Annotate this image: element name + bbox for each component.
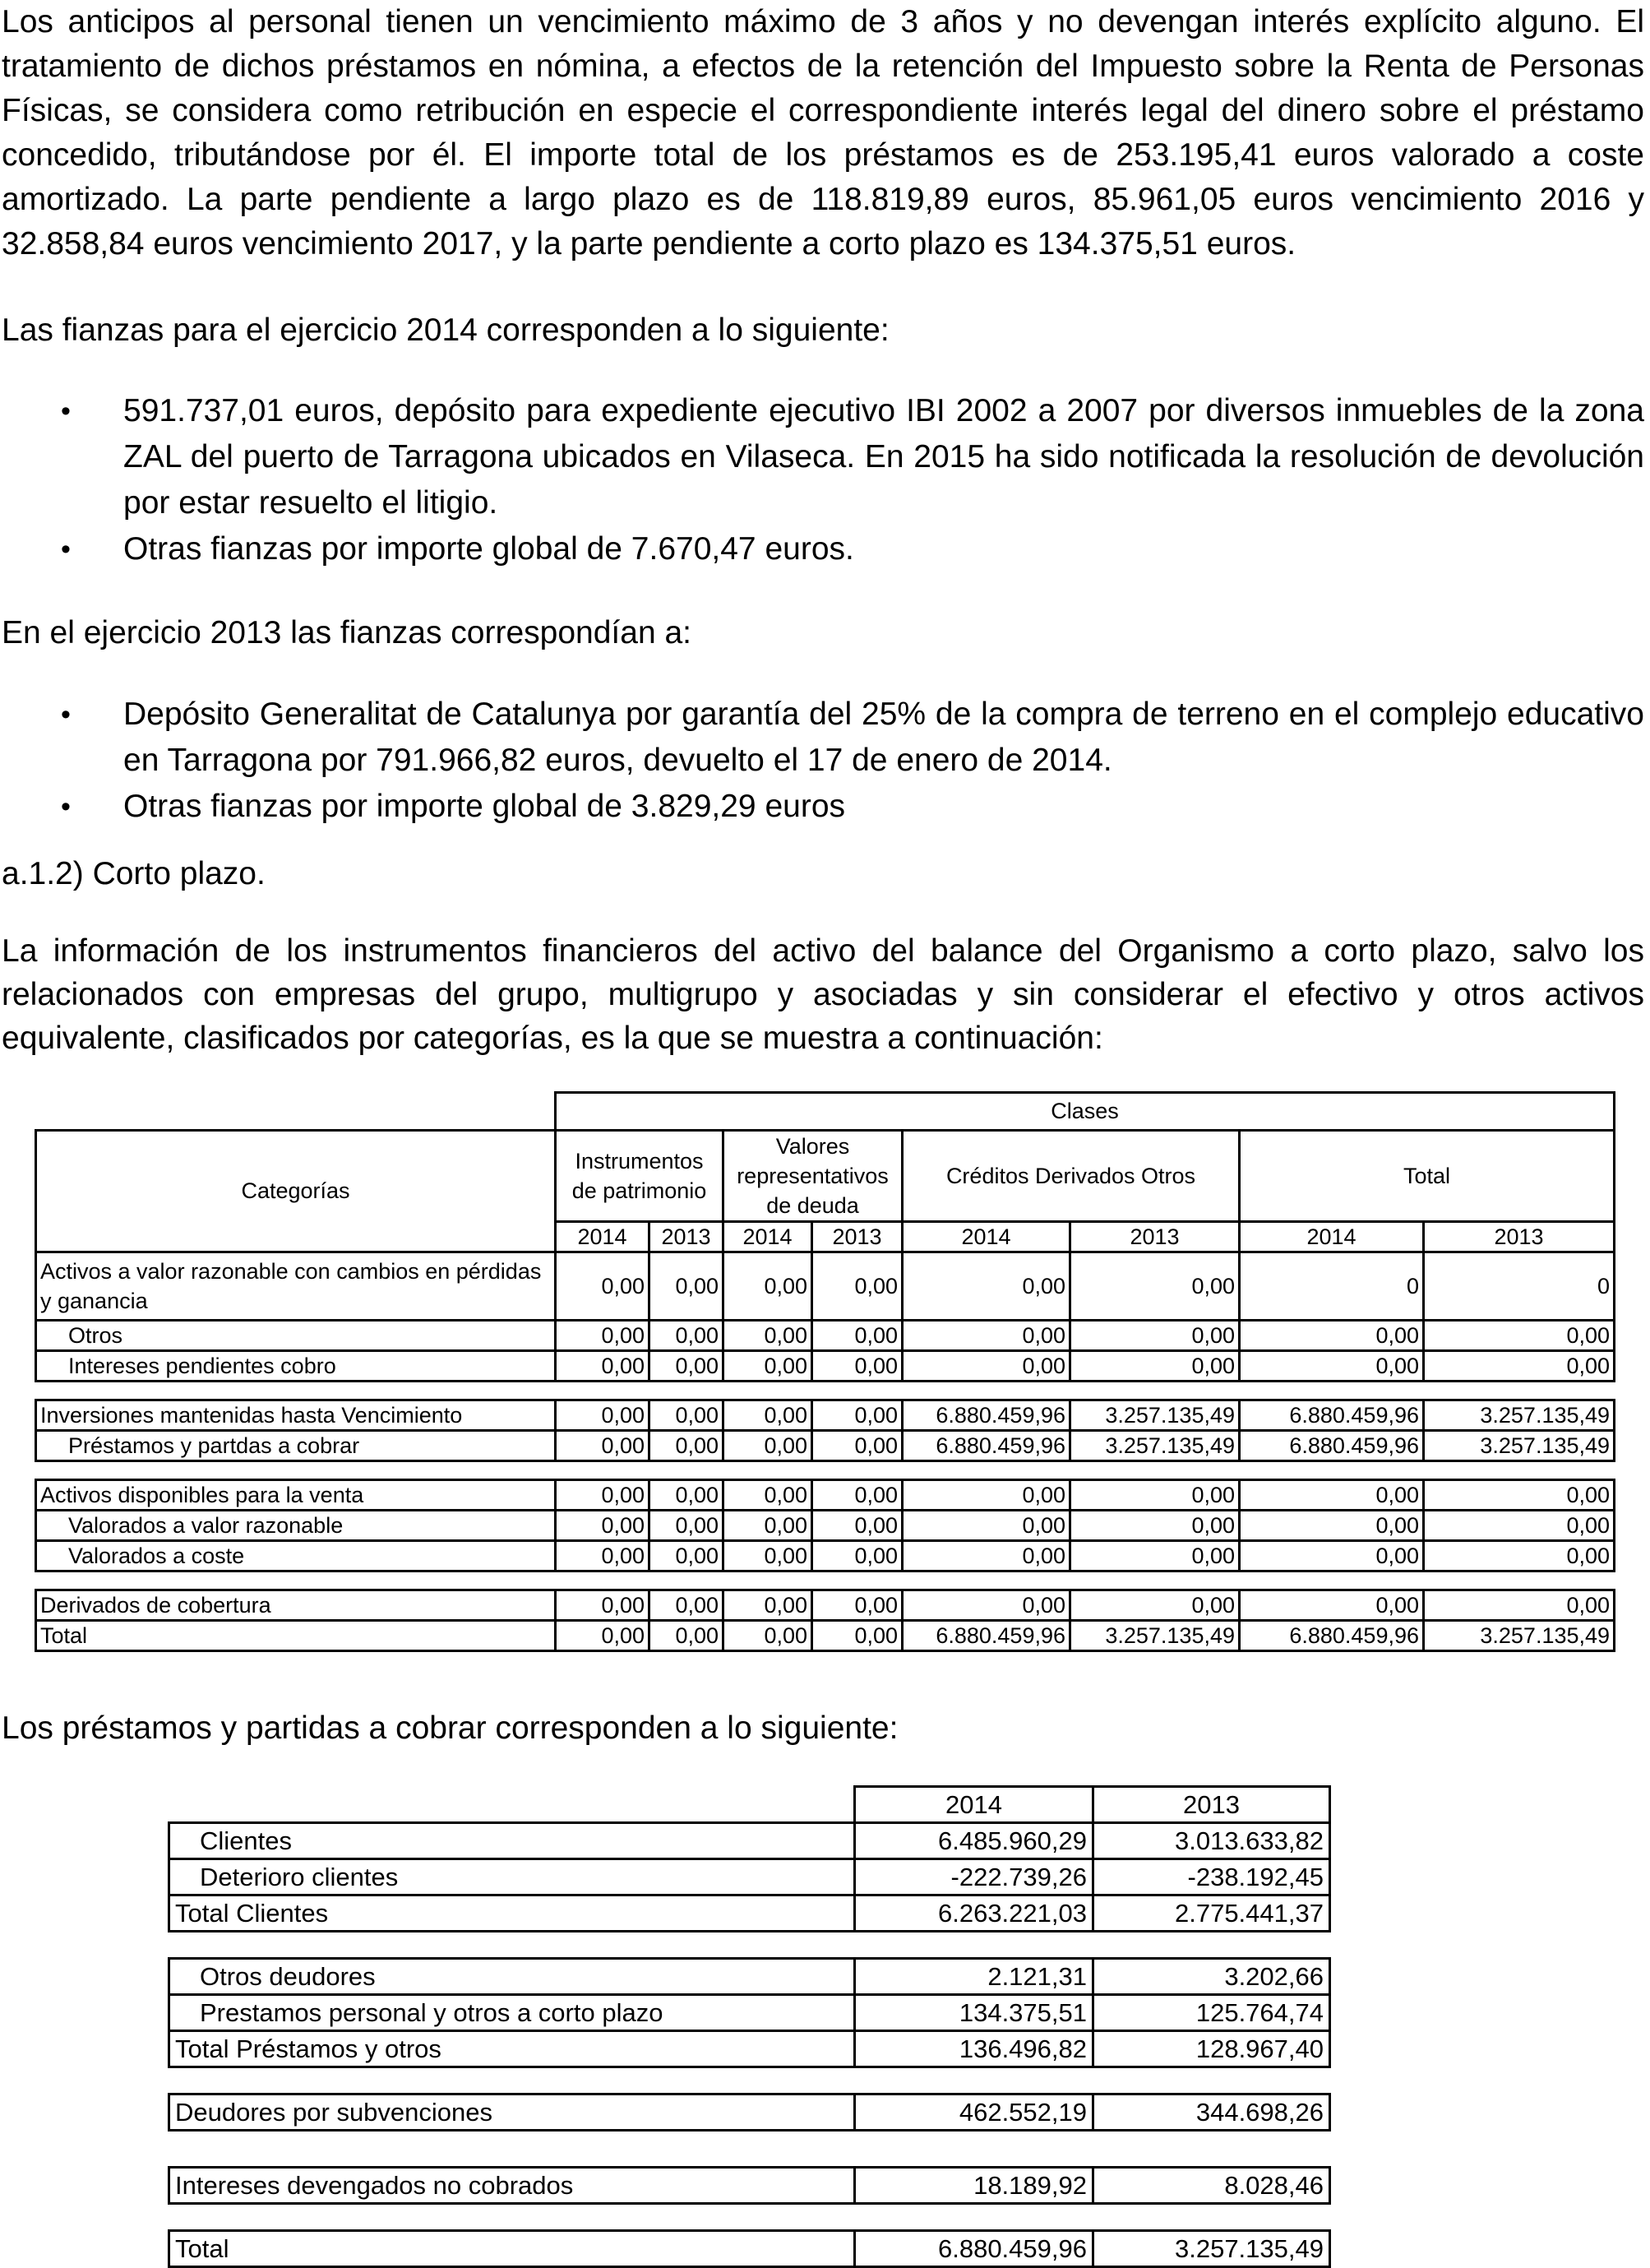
col-group-header: Instrumentos de patrimonio: [556, 1130, 723, 1221]
fianzas-2013-heading: En el ejercicio 2013 las fianzas correspondían a:: [2, 615, 691, 650]
row-label: Prestamos personal y otros a corto plazo: [169, 1995, 855, 2031]
year-header: 2014: [855, 1787, 1093, 1823]
row-label: Inversiones mantenidas hasta Vencimiento: [36, 1400, 556, 1430]
year-header: 2014: [556, 1221, 649, 1252]
table-row: Inversiones mantenidas hasta Vencimiento 0,00 0,00 0,00 0,00 6.880.459,96 3.257.135,49 6.880.459,96 3.257.135,49: [36, 1400, 1615, 1430]
table-row: Clientes 6.485.960,29 3.013.633,82: [169, 1823, 1330, 1859]
categorias-header: Categorías: [36, 1130, 556, 1252]
year-header: 2013: [1093, 1787, 1330, 1823]
table-row: Prestamos personal y otros a corto plazo 134.375,51 125.764,74: [169, 1995, 1330, 2031]
section-heading: a.1.2) Corto plazo.: [2, 856, 266, 891]
row-label: Otros deudores: [169, 1959, 855, 1995]
table-row: Deterioro clientes -222.739,26 -238.192,45: [169, 1859, 1330, 1895]
table-row: Deudores por subvenciones 462.552,19 344.698,26: [169, 2094, 1330, 2131]
year-header: 2013: [1424, 1221, 1615, 1252]
list-item: • Depósito Generalitat de Catalunya por garantía del 25% de la compra de terreno en el complejo educativo en Tarragona por 791.966,82 euros, devuelto el 17 de enero de 2014.: [0, 692, 1644, 784]
row-label: Total Clientes: [169, 1895, 855, 1932]
col-group-header: Total: [1240, 1130, 1615, 1221]
year-header: 2014: [903, 1221, 1070, 1252]
table-row: Total 0,00 0,00 0,00 0,00 6.880.459,96 3.257.135,49 6.880.459,96 3.257.135,49: [36, 1620, 1615, 1650]
row-label: Intereses pendientes cobro: [36, 1350, 556, 1381]
prestamos-paragraph: Los préstamos y partidas a cobrar corresponden a lo siguiente:: [2, 1710, 899, 1746]
year-header: 2013: [812, 1221, 903, 1252]
intro-paragraph: Los anticipos al personal tienen un vencimiento máximo de 3 años y no devengan interés explícito alguno. El tratamiento de dichos préstamos en nómina, a efectos de la retención del Impuesto sobre la Renta de Personas Físicas, se considera como retribución en especie el correspondiente interés legal del dinero sobre el préstamo concedido, tributándose por él. El importe total de los préstamos es de 253.195,41 euros valorado a coste amortizado. La parte pendiente a largo plazo es de 118.819,89 euros, 85.961,05 euros vencimiento 2016 y 32.858,84 euros vencimiento 2017, y la parte pendiente a corto plazo es 134.375,51 euros.: [2, 4, 1644, 262]
row-label: Valorados a coste: [36, 1540, 556, 1571]
bullet-icon: •: [61, 396, 71, 427]
fianzas-2014-list: [0, 388, 1644, 572]
row-label: Derivados de cobertura: [36, 1590, 556, 1620]
row-label: Total: [169, 2231, 855, 2267]
list-item: • Otras fianzas por importe global de 7.670,47 euros.: [0, 526, 1644, 572]
row-label: Intereses devengados no cobrados: [169, 2168, 855, 2204]
clases-header: Clases: [556, 1093, 1615, 1131]
row-label: Total Préstamos y otros: [169, 2031, 855, 2067]
table-row: Valorados a valor razonable 0,00 0,00 0,00 0,00 0,00 0,00 0,00 0,00: [36, 1510, 1615, 1540]
fianzas-2014-heading: Las fianzas para el ejercicio 2014 corresponden a lo siguiente:: [2, 312, 890, 348]
col-group-header: Valores representativos de deuda: [723, 1130, 903, 1221]
table-row: Préstamos y partdas a cobrar 0,00 0,00 0,00 0,00 6.880.459,96 3.257.135,49 6.880.459,96 3.257.135,49: [36, 1430, 1615, 1460]
row-label: Préstamos y partdas a cobrar: [36, 1430, 556, 1460]
row-label: Deudores por subvenciones: [169, 2094, 855, 2131]
row-label: Activos disponibles para la venta: [36, 1479, 556, 1510]
instrumentos-paragraph: La información de los instrumentos financieros del activo del balance del Organismo a corto plazo, salvo los relacionados con empresas del grupo, multigrupo y asociadas y sin considerar el efectivo y otros activos equivalente, clasificados por categorías, es la que se muestra a continuación:: [2, 933, 1644, 1056]
bullet-icon: •: [61, 699, 71, 730]
list-item: • 591.737,01 euros, depósito para expediente ejecutivo IBI 2002 a 2007 por diversos inmuebles de la zona ZAL del puerto de Tarragona ubicados en Vilaseca. En 2015 ha sido notificada la resolución de devolución por estar resuelto el litigio.: [0, 388, 1644, 526]
bullet-icon: •: [61, 534, 71, 565]
year-header: 2014: [723, 1221, 812, 1252]
row-label: Deterioro clientes: [169, 1859, 855, 1895]
table-row: Total 6.880.459,96 3.257.135,49: [169, 2231, 1330, 2267]
table-row: Total Préstamos y otros 136.496,82 128.967,40: [169, 2031, 1330, 2067]
bullet-icon: •: [61, 791, 71, 822]
table-row: Activos disponibles para la venta 0,00 0,00 0,00 0,00 0,00 0,00 0,00 0,00: [36, 1479, 1615, 1510]
table-row: Valorados a coste 0,00 0,00 0,00 0,00 0,00 0,00 0,00 0,00: [36, 1540, 1615, 1571]
fianzas-2013-list: [0, 692, 1644, 830]
table-row: Intereses devengados no cobrados 18.189,92 8.028,46: [169, 2168, 1330, 2204]
table-header-row: [169, 1787, 1330, 1823]
col-group-header: Créditos Derivados Otros: [903, 1130, 1240, 1221]
table-row: Otros 0,00 0,00 0,00 0,00 0,00 0,00 0,00 0,00: [36, 1320, 1615, 1350]
table-row: Intereses pendientes cobro 0,00 0,00 0,00 0,00 0,00 0,00 0,00 0,00: [36, 1350, 1615, 1381]
list-item: • Otras fianzas por importe global de 3.829,29 euros: [0, 784, 1644, 830]
year-header: 2013: [649, 1221, 723, 1252]
row-label: Valorados a valor razonable: [36, 1510, 556, 1540]
table-row: Otros deudores 2.121,31 3.202,66: [169, 1959, 1330, 1995]
table-row: Derivados de cobertura 0,00 0,00 0,00 0,00 0,00 0,00 0,00 0,00: [36, 1590, 1615, 1620]
year-header: 2014: [1240, 1221, 1424, 1252]
instrumentos-table: [35, 1091, 1615, 1652]
row-label: Total: [36, 1620, 556, 1650]
table-row: Total Clientes 6.263.221,03 2.775.441,37: [169, 1895, 1330, 1932]
row-label: Clientes: [169, 1823, 855, 1859]
row-label: Otros: [36, 1320, 556, 1350]
prestamos-table: [168, 1785, 1331, 2268]
year-header: 2013: [1070, 1221, 1240, 1252]
table-row: Activos a valor razonable con cambios en pérdidas y ganancia 0,00 0,00 0,00 0,00 0,00 0,00 0 0: [36, 1252, 1615, 1320]
row-label: Activos a valor razonable con cambios en pérdidas y ganancia: [36, 1252, 556, 1320]
